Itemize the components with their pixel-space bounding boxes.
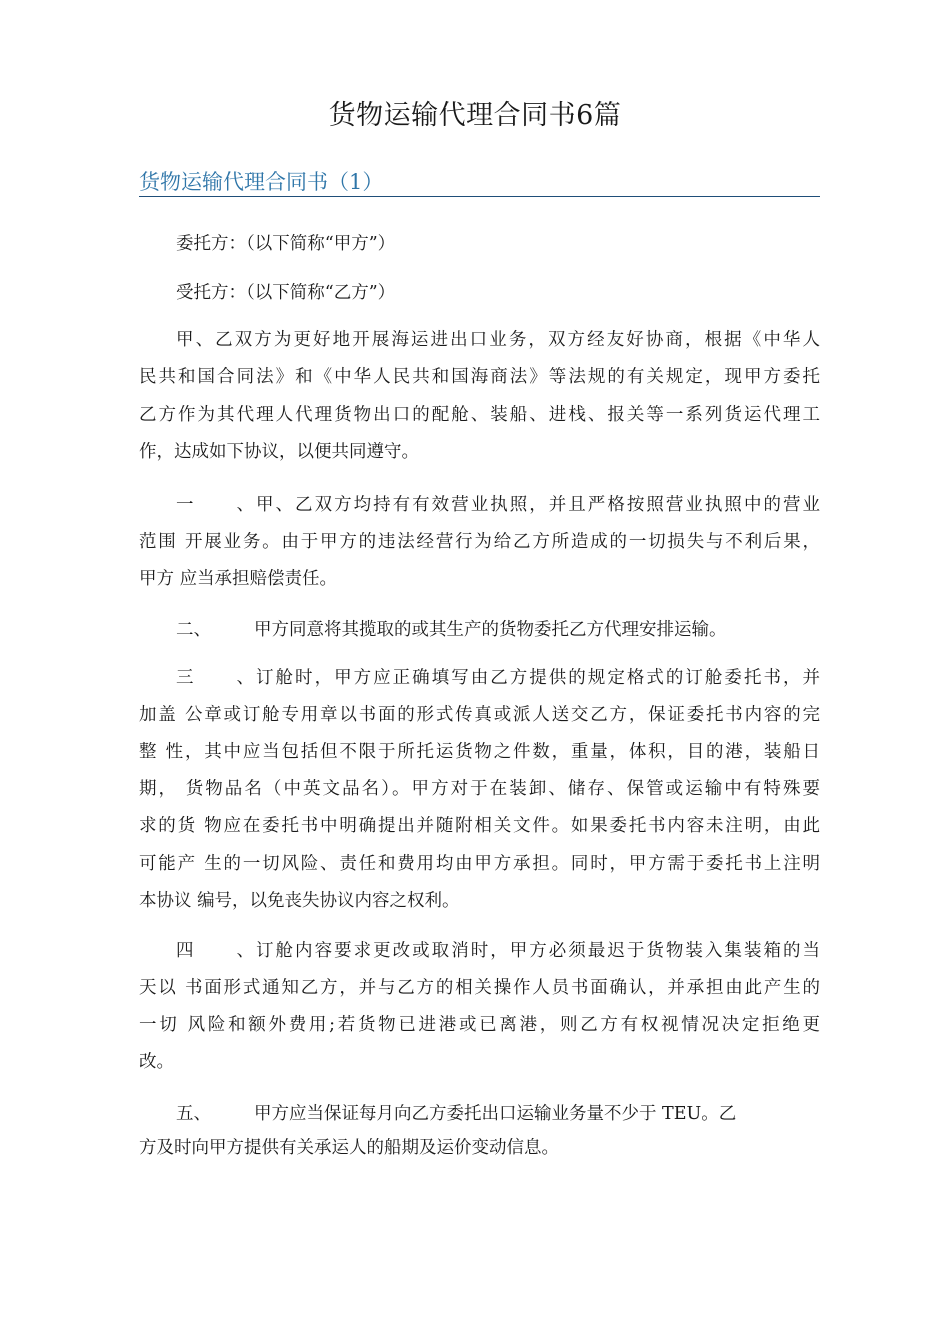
- clause-line: 可能产 生的一切风险、责任和费用均由甲方承担。同时，甲方需于委托书上注明: [139, 854, 820, 874]
- party-entrusted: 受托方：（以下简称“乙方”）: [176, 283, 396, 303]
- clause-text: 订舱内容要求更改或取消时，甲方必须最迟于货物装入集装箱的当: [254, 941, 820, 961]
- document-title: 货物运输代理合同书6篇: [328, 100, 622, 131]
- clause-number: 二、: [176, 620, 211, 640]
- clause-text: 甲、乙双方均持有有效营业执照，并且严格按照营业执照中的营业: [254, 495, 820, 515]
- clause-line: 一切 风险和额外费用;若货物已进港或已离港，则乙方有权视情况决定拒绝更: [139, 1015, 820, 1035]
- clause-line: 改。: [139, 1052, 174, 1072]
- clause-line: 求的货 物应在委托书中明确提出并随附相关文件。如果委托书内容未注明，由此: [139, 816, 820, 836]
- clause-line: 甲方 应当承担赔偿责任。: [139, 569, 338, 589]
- clause-line: 期， 货物品名（中英文品名）。甲方对于在装卸、储存、保管或运输中有特殊要: [139, 779, 820, 799]
- clause-2-first-line: [176, 618, 820, 642]
- clause-line: 范围 开展业务。由于甲方的违法经营行为给乙方所造成的一切损失与不利后果，: [139, 532, 820, 552]
- clause-line: 天以 书面形式通知乙方，并与乙方的相关操作人员书面确认，并承担由此产生的: [139, 978, 820, 998]
- clause-line: 整 性，其中应当包括但不限于所托运货物之件数，重量，体积，目的港，装船日: [139, 742, 820, 762]
- party-entrusting: 委托方：（以下简称“甲方”）: [176, 234, 396, 254]
- clause-number: 三、: [176, 668, 254, 688]
- clause-line: 方及时向甲方提供有关承运人的船期及运价变动信息。: [139, 1138, 559, 1158]
- clause-text: 甲方同意将其揽取的或其生产的货物委托乙方代理安排运输。: [254, 620, 727, 640]
- clause-line: 加盖 公章或订舱专用章以书面的形式传真或派人送交乙方，保证委托书内容的完: [139, 705, 820, 725]
- clause-3-first-line: [176, 666, 820, 690]
- clause-5-first-line: [176, 1102, 820, 1126]
- clause-number: 四、: [176, 941, 254, 961]
- preamble-line: 甲、乙双方为更好地开展海运进出口业务，双方经友好协商，根据《中华人: [176, 330, 820, 350]
- clause-4-first-line: [176, 939, 820, 963]
- preamble-line: 民共和国合同法》和《中华人民共和国海商法》等法规的有关规定，现甲方委托: [139, 367, 820, 387]
- clause-number: 五、: [176, 1104, 211, 1124]
- preamble-line: 作，达成如下协议，以便共同遵守。: [139, 442, 419, 462]
- clause-text: 甲方应当保证每月向乙方委托出口运输业务量不少于 TEU。乙: [254, 1104, 737, 1124]
- clause-line: 本协议 编号，以免丧失协议内容之权利。: [139, 891, 460, 911]
- clause-1-first-line: [176, 493, 820, 517]
- section-heading: 货物运输代理合同书（1）: [139, 170, 820, 197]
- preamble-line: 乙方作为其代理人代理货物出口的配舱、装船、进栈、报关等一系列货运代理工: [139, 405, 820, 425]
- clause-number: 一、: [176, 495, 254, 515]
- clause-text: 订舱时，甲方应正确填写由乙方提供的规定格式的订舱委托书，并: [254, 668, 820, 688]
